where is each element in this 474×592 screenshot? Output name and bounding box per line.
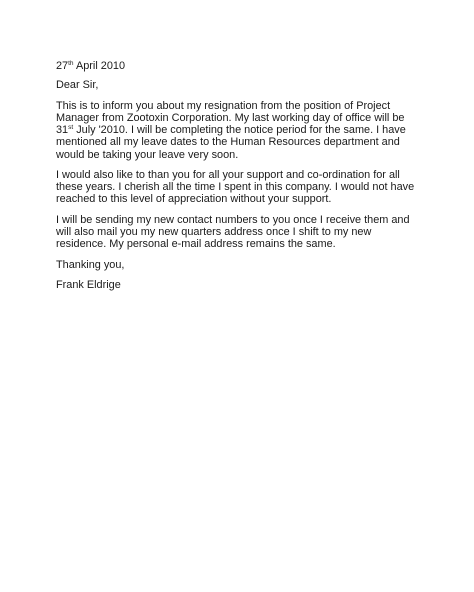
signature-name: Frank Eldrige (56, 278, 121, 291)
paragraph-line: Manager from Zootoxin Corporation. My last working day of office will be (56, 112, 405, 124)
date-day: 27 (56, 60, 69, 72)
date-month-year: April 2010 (73, 60, 126, 72)
paragraph-line: I would also like to than you for all your support and co-ordination for all (56, 169, 400, 181)
paragraph-resignation (56, 100, 421, 161)
paragraph-line (56, 124, 421, 136)
paragraph-line: would be taking your leave very soon. (56, 148, 239, 161)
paragraph-line: residence. My personal e-mail address remains the same. (56, 238, 336, 251)
paragraph-line: mentioned all my leave dates to the Human Resources department and (56, 136, 400, 149)
paragraph-line: these years. I cherish all the time I spent in this company. I would not have (56, 181, 415, 194)
paragraph-line: reached to this level of appreciation without your support. (56, 193, 332, 206)
paragraph-line-text: July '2010. I will be completing the notice period for the same. I have (73, 124, 406, 137)
date-day-suffix: th (68, 60, 74, 68)
paragraph-contact (56, 214, 421, 251)
paragraph-line: I will be sending my new contact numbers to you once I receive them and (56, 213, 410, 226)
paragraph-appreciation (56, 169, 421, 206)
paragraph-line: will also mail you my new quarters address once I shift to my new (56, 226, 372, 238)
salutation: Dear Sir, (56, 78, 99, 91)
resignation-letter (56, 60, 421, 291)
letter-date (56, 60, 421, 72)
last-day-number: 31 (56, 124, 69, 137)
paragraph-line: This is to inform you about my resignation from the position of Project (56, 99, 391, 112)
last-day-suffix: st (68, 124, 74, 132)
closing: Thanking you, (56, 258, 125, 271)
